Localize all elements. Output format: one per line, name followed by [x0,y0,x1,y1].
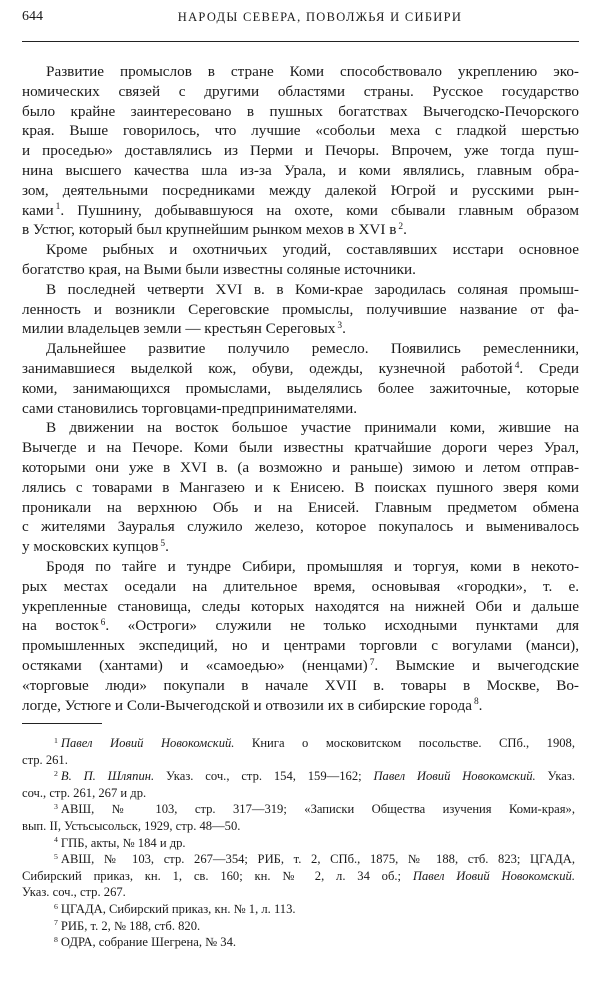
text-run: стр. 261. [22,752,68,767]
footnote-ref: 8 [473,697,479,708]
text-line [22,616,579,636]
text-line [22,818,575,835]
text-run: укрепленные становища, следы которых находятся на нижней Оби и дальше [22,597,579,615]
text-run: . [165,538,169,556]
text-line [22,319,579,339]
text-run: ЦГАДА, Сибирский приказ, кн. № 1, л. 113. [60,901,296,916]
text-line [22,339,579,359]
text-run: коми, занимающихся промыслами, выделялись более зажиточные, которые [22,379,579,397]
text-line [22,557,579,577]
text-line [22,240,579,260]
text-line [22,201,579,221]
text-line [22,696,579,716]
text-run: края. Выше говорилось, что лучшие «собольи меха с гладкой шерстью [22,122,579,140]
text-line [22,735,575,752]
footnote-ref: 1 [54,735,58,745]
text-line [22,399,579,419]
text-run: Сибирский приказ, кн. 1, св. 160; кн. № 2, л. 34 об.; [22,868,413,883]
text-run: ОДРА, собрание Шегрена, № 34. [60,935,237,950]
footnote-ref: 2 [54,768,58,778]
italic-author: Павел Иовий Новокомский. [60,736,235,750]
text-run: Книга о московитском посольстве. СПб., 1908, [234,736,575,750]
footnote-ref: 6 [54,901,58,911]
italic-author: Павел Иовий Новокомский. [412,868,576,883]
text-run: занимавшиеся выделкой кож, обуви, одежды, кузнечной работой [22,359,513,377]
text-line [22,656,579,676]
footnote [22,768,575,801]
footnote [22,851,575,901]
text-run: . [478,696,483,714]
text-run: . «Остроги» служили не только исходными пунктами для [105,617,580,635]
italic-author: Павел Иовий Новокомский. [373,769,536,784]
paragraph [22,240,579,280]
footnote-ref: 5 [160,538,166,549]
text-run: Бродя по тайге и тундре Сибири, промышляя и торгуя, коми в некото- [46,557,579,575]
footnote-ref: 1 [55,202,61,213]
text-run: . Среди [519,359,579,377]
text-line [22,597,579,617]
text-run: РИБ, т. 2, № 188, стб. 820. [60,918,201,933]
text-run: на восток [22,617,99,635]
text-run: . [403,221,407,239]
text-run: вып. II, Устьсысольск, 1929, стр. 48—50. [22,818,241,833]
text-run: Указ. [535,769,575,784]
text-line [22,801,575,818]
text-line [22,161,579,181]
text-run: зом, деятельными посредниками между далекой Югрой и русскими рын- [22,181,579,199]
running-title: НАРОДЫ СЕВЕРА, ПОВОЛЖЬЯ И СИБИРИ [177,10,463,24]
text-run: В движении на восток большое участие принимали коми, жившие на [46,419,579,437]
text-run: промышленных экспедиций, но и центрами торговли с вогулами (манси), [22,637,579,655]
text-run: остяками (хантами) и «самоедью» (ненцами) [22,656,368,674]
text-run: . Пушнину, добывавшуюся на охоте, коми сбывали главным образом [60,201,579,219]
text-run: . Вымские и вычегодские [374,656,579,674]
footnote [22,918,575,935]
text-run: и проседью» доставлялись из Перми и Печоры. Впрочем, уже тогда пуш- [22,142,579,160]
text-line [22,280,579,300]
footnote-ref: 3 [54,802,58,812]
page-number: 644 [22,9,43,24]
paragraph [22,557,579,715]
text-run: номических связей с другими областями страны. Русское государство [22,82,579,100]
text-line [22,537,579,557]
text-run: ками [22,201,54,219]
italic-author: В. П. Шляпин. [60,769,155,784]
text-line [22,102,579,122]
text-run: Вычегде и на Печоре. Коми были известны кратчайшие дороги через Урал, [22,439,579,457]
main-text [22,62,579,715]
text-run: соч., стр. 261, 267 и др. [22,785,147,800]
footnote-ref: 6 [100,618,106,629]
text-line [22,636,579,656]
text-run: в Устюг, который был крупнейшим рынком мехов в XVI в [22,221,397,239]
text-run: с жителями Зауралья служило железо, которое покупалось и выменивалось [22,518,579,536]
text-line [22,517,579,537]
text-line [22,418,579,438]
text-line [22,458,579,478]
header-rule [22,41,579,42]
text-run: сами становились торговцами-предпринимателями. [22,399,358,417]
footnotes [22,735,575,951]
text-line [22,868,575,885]
footnote-ref: 2 [398,222,404,233]
text-run: милии владельцев земли — крестьян Сереговых [22,320,336,338]
text-line [22,884,575,901]
text-line [22,121,579,141]
paragraph [22,339,579,418]
text-run: Развитие промыслов в стране Коми способствовало укреплению эко- [46,63,579,80]
text-line [22,478,579,498]
text-line [22,300,579,320]
text-line [22,768,575,785]
text-line [22,359,579,379]
footnote-separator [22,723,102,724]
text-run: ГПБ, акты, № 184 и др. [60,835,186,850]
text-run: Дальнейшее развитие получило ремесло. Появились ремесленники, [46,340,579,358]
text-run: . [342,320,346,338]
footnote [22,934,575,951]
footnote-ref: 5 [54,851,58,861]
footnote-ref: 4 [54,835,58,845]
text-line [22,220,579,240]
text-run: АВШ, № 103, стр. 267—354; РИБ, т. 2, СПб., 1875, № 188, стб. 823; ЦГАДА, [60,852,575,867]
text-run: логде, Устюге и Соли-Вычегодской и отвозили их в сибирские города [22,696,472,714]
text-line [22,901,575,918]
text-line [22,141,579,161]
text-line [22,82,579,102]
text-line [22,918,575,935]
text-line [22,851,575,868]
text-line [22,785,575,802]
footnote-ref: 4 [514,360,520,371]
footnote [22,901,575,918]
text-line [22,752,575,769]
text-run: Указ. соч., стр. 267. [22,885,126,900]
text-line [22,676,579,696]
paragraph [22,62,579,240]
text-run: рых местах оседали на длительное время, основывая «городки», т. е. [22,577,579,595]
footnote [22,835,575,852]
footnote [22,735,575,768]
paragraph [22,280,579,339]
text-run: у московских купцов [22,538,159,556]
text-run: было крайне заинтересовано в пушных богатствах Вычегодско-Печорского [22,102,579,120]
text-run: богатство края, на Выми были известны соляные источники. [22,260,416,278]
text-line [22,438,579,458]
footnote-ref: 7 [369,657,375,668]
text-run: проникали на верхнюю Обь и на Енисей. Главным предметом обмена [22,498,579,516]
text-run: лялись с товарами в Мангазею и к Енисею. В поисках пушного зверя коми [22,478,579,496]
text-line [22,181,579,201]
footnote-ref: 7 [54,918,58,928]
text-line [22,934,575,951]
text-run: Указ. соч., стр. 154, 159—162; [154,769,374,784]
text-run: В последней четверти XVI в. в Коми-крае зародилась соляная промыш- [46,280,579,298]
text-run: Кроме рыбных и охотничьих угодий, составлявших исстари основное [46,241,579,259]
text-line [22,379,579,399]
text-run: которыми они уже в XVI в. (а возможно и раньше) зимою и летом отправ- [22,458,579,476]
text-line [22,498,579,518]
text-line [22,835,575,852]
text-run: нина высшего качества шла из-за Урала, и коми являлись, главным обра- [22,161,579,179]
text-run: АВШ, № 103, стр. 317—319; «Записки Общества изучения Коми-края», [60,802,575,817]
footnote-ref: 3 [337,321,343,332]
text-line [22,62,579,82]
footnote [22,801,575,834]
footnote-ref: 8 [54,934,58,944]
paragraph [22,418,579,557]
text-line [22,577,579,597]
text-run: ленность и возникли Сереговские промыслы, получившие название от фа- [22,300,579,318]
text-line [22,260,579,280]
text-run: «торговые люди» покупали в начале XVII в. товары в Москве, Во- [22,676,579,694]
